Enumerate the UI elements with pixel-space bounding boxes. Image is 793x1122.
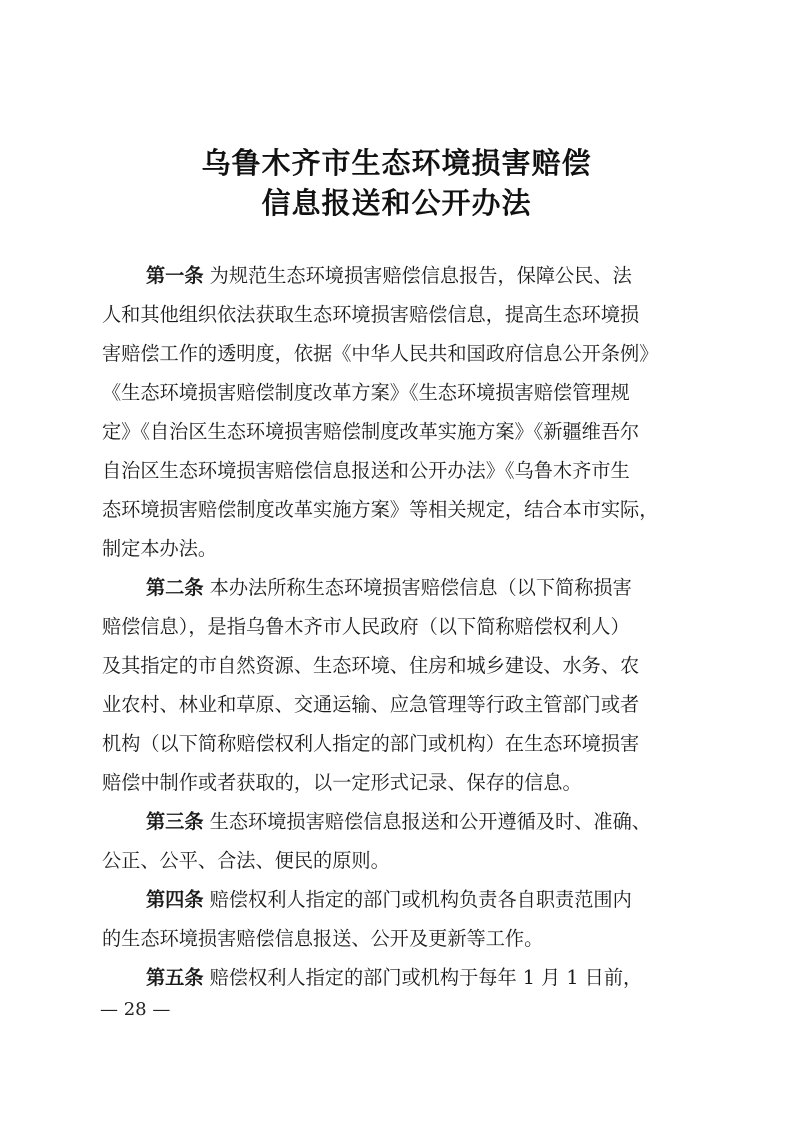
paragraph-line: 赔偿信息），是指乌鲁木齐市人民政府（以下简称赔偿权利人） <box>102 615 630 638</box>
article-2 <box>102 568 694 802</box>
paragraph-line: 害赔偿工作的透明度，依据《中华人民共和国政府信息公开条例》 <box>102 342 659 365</box>
document-title-line2: 信息报送和公开办法 <box>261 186 532 220</box>
article-2-number: 第二条 <box>146 576 204 599</box>
article-5-line-1 <box>102 958 694 997</box>
paragraph-line: 赔偿中制作或者获取的，以一定形式记录、保存的信息。 <box>102 771 582 794</box>
article-3-line-1 <box>102 802 694 841</box>
article-4 <box>102 880 694 958</box>
article-4-number: 第四条 <box>146 888 204 911</box>
article-1-line-1 <box>102 256 694 295</box>
paragraph-line: 自治区生态环境损害赔偿信息报送和公开办法》《乌鲁木齐市生 <box>102 459 630 482</box>
article-2-text: 本办法所称生态环境损害赔偿信息（以下简称损害 <box>203 576 632 599</box>
paragraph-line: 人和其他组织依法获取生态环境损害赔偿信息，提高生态环境损 <box>102 303 640 326</box>
article-3-text: 生态环境损害赔偿信息报送和公开遵循及时、准确、 <box>203 810 651 833</box>
article-5 <box>102 958 694 997</box>
article-4-line-1 <box>102 880 694 919</box>
article-2-line-1 <box>102 568 694 607</box>
article-1 <box>102 256 694 568</box>
article-3-number: 第三条 <box>146 810 204 833</box>
paragraph-line: 制定本办法。 <box>102 537 218 560</box>
paragraph-line: 及其指定的市自然资源、生态环境、住房和城乡建设、水务、农 <box>102 654 640 677</box>
article-3 <box>102 802 694 880</box>
paragraph-line: 定》《自治区生态环境损害赔偿制度改革实施方案》《新疆维吾尔 <box>102 420 640 443</box>
document-title-line1: 乌鲁木齐市生态环境损害赔偿 <box>201 146 592 180</box>
page-number: — 28 — <box>100 999 171 1020</box>
paragraph-line: 态环境损害赔偿制度改革实施方案》等相关规定，结合本市实际， <box>102 498 659 521</box>
article-4-text: 赔偿权利人指定的部门或机构负责各自职责范围内 <box>203 888 632 911</box>
article-1-text: 为规范生态环境损害赔偿信息报告，保障公民、法 <box>203 264 632 287</box>
paragraph-line: 公正、公平、合法、便民的原则。 <box>102 849 390 872</box>
paragraph-line: 《生态环境损害赔偿制度改革方案》《生态环境损害赔偿管理规 <box>102 381 630 404</box>
article-1-number: 第一条 <box>146 264 204 287</box>
paragraph-line: 业农村、林业和草原、交通运输、应急管理等行政主管部门或者 <box>102 693 640 716</box>
paragraph-line: 的生态环境损害赔偿信息报送、公开及更新等工作。 <box>102 927 544 950</box>
paragraph-line: 机构（以下简称赔偿权利人指定的部门或机构）在生态环境损害 <box>102 732 640 755</box>
article-5-text: 赔偿权利人指定的部门或机构于每年 1 月 1 日前， <box>203 966 643 989</box>
article-5-number: 第五条 <box>146 966 204 989</box>
